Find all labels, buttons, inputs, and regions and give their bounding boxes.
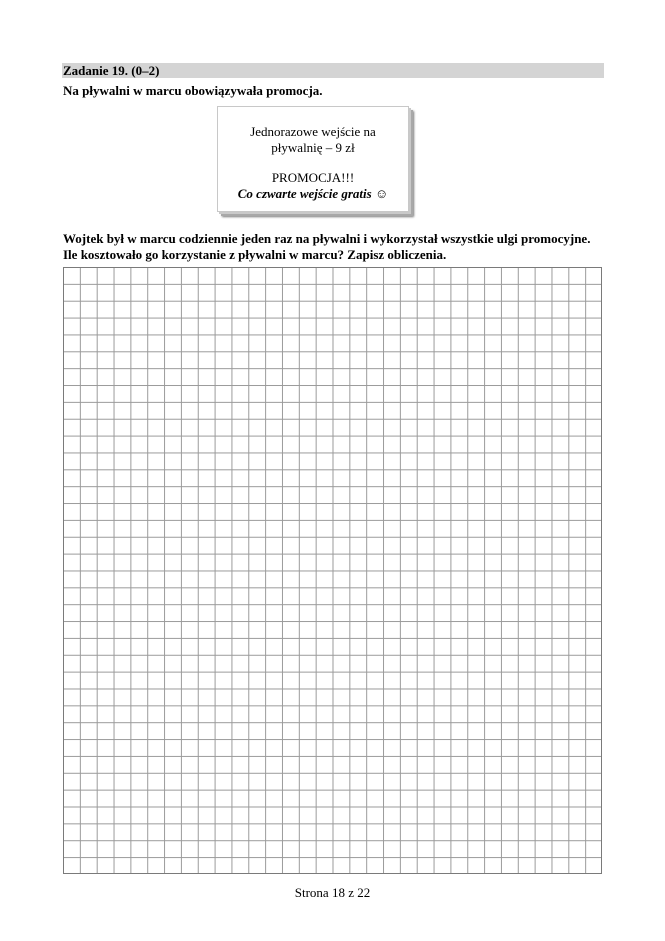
question-text — [63, 231, 608, 263]
promo-line-1: Jednorazowe wejście na — [250, 124, 376, 139]
question-line-2: Ile kosztowało go korzystanie z pływalni w marcu? Zapisz obliczenia. — [63, 247, 447, 262]
intro-text: Na pływalni w marcu obowiązywała promocja. — [63, 83, 323, 98]
promo-line-4: Co czwarte wejście gratis ☺ — [237, 186, 389, 201]
page-number: Strona 18 z 22 — [294, 885, 371, 900]
question-line-1: Wojtek był w marcu codziennie jeden raz na pływalni i wykorzystał wszystkie ulgi promocyjne. — [63, 231, 591, 246]
task-title: Zadanie 19. (0–2) — [63, 63, 160, 78]
answer-grid[interactable] — [63, 267, 602, 874]
promo-box — [217, 106, 409, 212]
promo-spacer — [218, 156, 408, 170]
promo-line-3: PROMOCJA!!! — [271, 170, 355, 185]
promo-line-2: pływalnię – 9 zł — [271, 140, 355, 155]
